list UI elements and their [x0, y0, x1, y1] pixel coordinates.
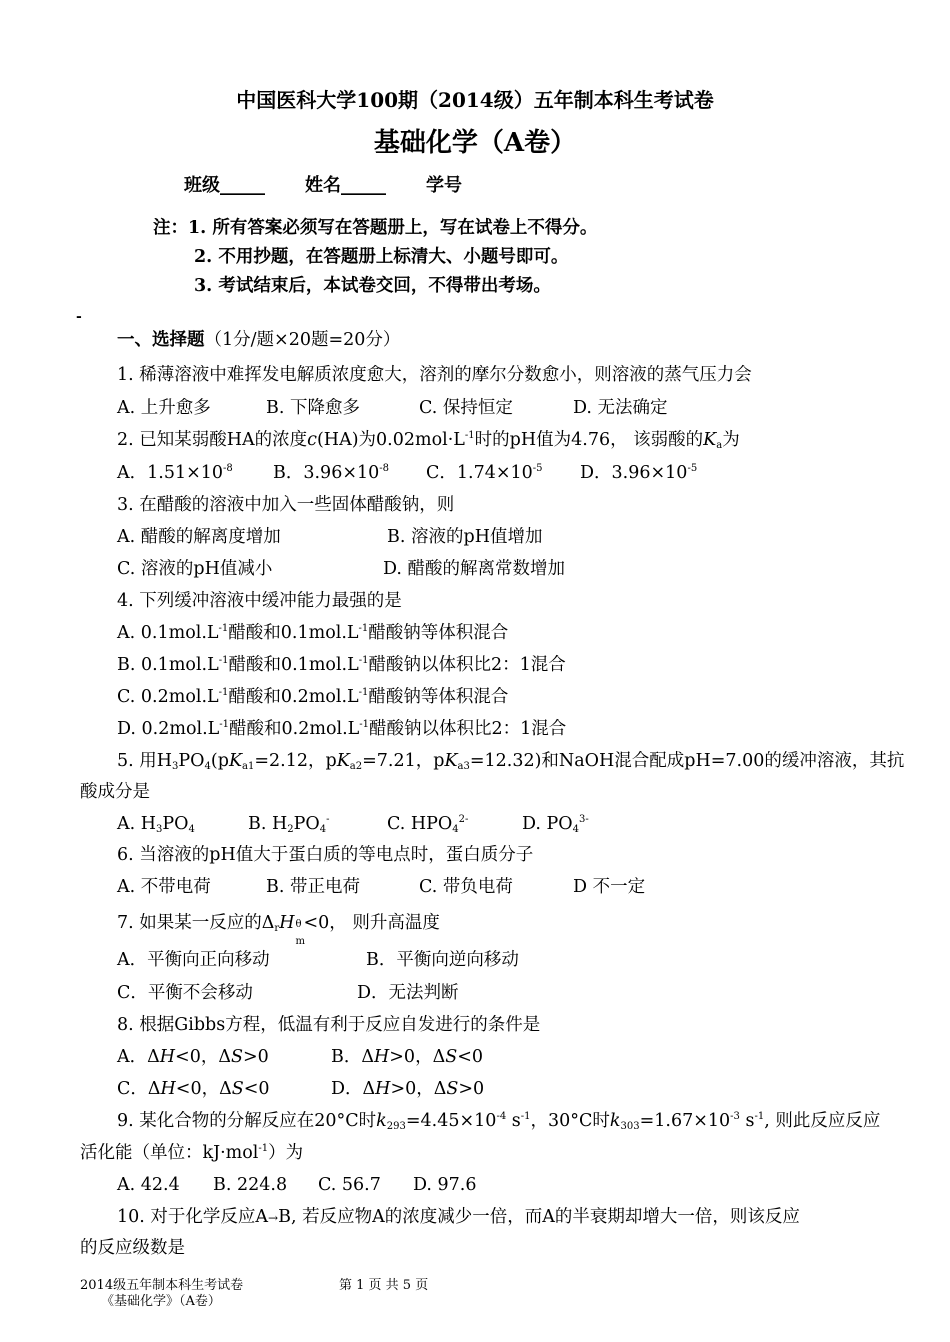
q4-d-part2: 醋酸和0.2mol.L	[229, 719, 360, 739]
question-5-stem-cont: 酸成分是	[80, 782, 150, 802]
section-heading	[117, 328, 400, 352]
section-title: 一、选择题	[117, 330, 205, 350]
q4-d-part3: 醋酸钠以体积比2：1混合	[369, 719, 567, 739]
exam-subtitle: 基础化学（A卷）	[373, 128, 577, 158]
q2-text-1: 2. 已知某弱酸HA的浓度	[117, 430, 308, 450]
q9-t2: =4.45×10	[405, 1111, 497, 1131]
question-2-stem	[117, 428, 740, 452]
q8-c-h: H	[160, 1079, 176, 1099]
q2-d-text: D．3.96×10	[580, 463, 688, 483]
q9-t1: 9. 某化合物的分解反应在20°C时	[117, 1111, 377, 1131]
q2-option-d	[580, 461, 697, 485]
q5-b-sub2: 4	[319, 824, 327, 835]
q9-k2: k	[609, 1111, 621, 1131]
q4-a-exp1: -1	[218, 623, 229, 634]
q5-k1: K	[228, 751, 243, 771]
q2-a-text: A．1.51×10	[117, 463, 224, 483]
q9-exp1: -4	[496, 1111, 507, 1122]
q5-t2: PO	[178, 751, 205, 771]
q5-option-d	[522, 812, 589, 836]
q9-k1: k	[376, 1111, 387, 1131]
q7-option-c: C．平衡不会移动	[117, 983, 253, 1003]
q3-option-d: D. 醋酸的解离常数增加	[383, 559, 566, 579]
q8-c-t1: C．Δ	[117, 1079, 161, 1099]
q2-b-exp: -8	[379, 463, 390, 474]
q10-t2: B, 若反应物A的浓度减少一倍，而A的半衰期却增大一倍，则该反应	[278, 1207, 800, 1227]
q2-text-4: 为	[722, 430, 740, 450]
q5-c-sup: 2-	[458, 814, 469, 825]
q2-option-a	[117, 461, 233, 485]
q2-option-b	[273, 461, 389, 485]
q9-option-b: B. 224.8	[213, 1175, 288, 1195]
q4-b-part2: 醋酸和0.1mol.L	[228, 655, 359, 675]
q7-option-a: A．平衡向正向移动	[117, 950, 270, 970]
q8-a-s: S	[230, 1047, 243, 1067]
q4-c-part1: C. 0.2mol.L	[117, 687, 219, 707]
q5-ka1: a1	[242, 761, 255, 772]
q8-option-d	[331, 1077, 484, 1101]
q8-a-t3: >0	[242, 1047, 269, 1067]
q9-t9: ）为	[268, 1143, 304, 1163]
question-9-stem	[117, 1109, 880, 1133]
q1-option-a: A. 上升愈多	[117, 398, 211, 418]
q1-option-c: C. 保持恒定	[419, 398, 513, 418]
q5-d-sup: 3-	[579, 814, 589, 825]
q8-d-t1: D．Δ	[331, 1079, 376, 1099]
question-9-stem-cont	[80, 1141, 303, 1165]
class-label: 班级_____	[184, 175, 265, 196]
q2-option-c	[426, 461, 543, 485]
q4-a-part1: A. 0.1mol.L	[117, 623, 219, 643]
q2-c-exp: -5	[532, 463, 543, 474]
question-1-stem: 1. 稀薄溶液中难挥发电解质浓度愈大，溶剂的摩尔分数愈小，则溶液的蒸气压力会	[117, 365, 752, 385]
footer-page-number: 第 1 页 共 5 页	[339, 1278, 429, 1293]
q7-h-symbol: H	[279, 913, 295, 933]
q4-b-part3: 醋酸钠以体积比2：1混合	[368, 655, 566, 675]
q5-a-sub1: 3	[156, 824, 163, 835]
q7-t2: <0， 则升高温度	[303, 913, 440, 933]
q6-option-d: D 不一定	[573, 877, 646, 897]
q3-option-a: A. 醋酸的解离度增加	[117, 527, 281, 547]
name-label: 姓名_____	[305, 175, 386, 196]
q5-t4: =2.12，p	[254, 751, 337, 771]
q8-c-t2: <0，Δ	[175, 1079, 232, 1099]
q4-option-c	[117, 685, 508, 709]
q8-c-s: S	[231, 1079, 244, 1099]
q9-t7: , 则此反应反应	[764, 1111, 881, 1131]
q9-k1-sub: 293	[386, 1121, 406, 1132]
q7-option-b: B．平衡向逆向移动	[366, 950, 519, 970]
question-10-stem	[117, 1205, 800, 1230]
q9-t8: 活化能（单位：kJ·mol	[80, 1143, 259, 1163]
q8-b-t3: <0	[457, 1047, 484, 1067]
question-7-stem: 7. 如果某一反应的$\Delta_rH$ θ m <0， 则升高温度	[117, 913, 440, 947]
q2-a-exp: -8	[223, 463, 233, 474]
q9-t5: =1.67×10	[639, 1111, 731, 1131]
q5-t1: 5. 用H	[117, 751, 173, 771]
q4-b-exp2: -1	[358, 655, 369, 666]
q3-option-c: C. 溶液的pH值减小	[117, 559, 273, 579]
q4-option-d	[117, 717, 566, 741]
q9-k2-sub: 303	[620, 1121, 640, 1132]
q9-exp3: -3	[730, 1111, 740, 1122]
q1-option-b: B. 下降愈多	[266, 398, 360, 418]
q5-c-sub: 4	[452, 824, 459, 835]
q3-option-b: B. 溶液的pH值增加	[387, 527, 543, 547]
q5-a-t1: A. H	[117, 814, 157, 834]
q4-c-exp2: -1	[358, 687, 369, 698]
q10-t1: 10. 对于化学反应A	[117, 1207, 269, 1227]
q8-a-h: H	[159, 1047, 176, 1067]
q8-b-t2: >0，Δ	[389, 1047, 446, 1067]
q5-ka3: a3	[457, 761, 470, 772]
question-8-stem: 8. 根据Gibbs方程，低温有利于反应自发进行的条件是	[117, 1015, 541, 1035]
q9-exp4: -1	[754, 1111, 765, 1122]
q9-t6: s	[739, 1111, 755, 1131]
q5-d-t1: D. PO	[522, 814, 573, 834]
q5-b-t2: PO	[293, 814, 320, 834]
dash-mark: -	[76, 309, 82, 325]
q9-option-a: A. 42.4	[117, 1175, 180, 1195]
q2-unit-exp: -1	[464, 430, 475, 441]
question-3-stem: 3. 在醋酸的溶液中加入一些固体醋酸钠，则	[117, 495, 455, 515]
q5-b-sub1: 2	[287, 824, 294, 835]
q8-d-s: S	[446, 1079, 459, 1099]
q5-b-sup: -	[326, 814, 330, 825]
q5-option-c	[387, 812, 468, 836]
q6-option-b: B. 带正电荷	[266, 877, 360, 897]
q4-c-part3: 醋酸钠等体积混合	[368, 687, 509, 707]
note-line-2: 2. 不用抄题，在答题册上标清大、小题号即可。	[194, 247, 569, 267]
question-10-stem-cont: 的反应级数是	[80, 1238, 185, 1258]
q2-c-text: C．1.74×10	[426, 463, 533, 483]
q4-b-part1: B. 0.1mol.L	[117, 655, 219, 675]
q8-b-t1: B．Δ	[331, 1047, 374, 1067]
q1-option-d: D. 无法确定	[573, 398, 668, 418]
exam-title: 中国医科大学100期（2014级）五年制本科生考试卷	[236, 88, 714, 112]
q5-option-b	[248, 812, 330, 836]
q8-b-h: H	[374, 1047, 390, 1067]
q5-d-sub: 4	[572, 824, 580, 835]
q5-option-a	[117, 812, 195, 836]
q5-t5: =7.21，p	[362, 751, 445, 771]
q8-option-b	[331, 1045, 483, 1069]
q4-d-part1: D. 0.2mol.L	[117, 719, 220, 739]
footer-exam-name: 2014级五年制本科生考试卷	[80, 1278, 244, 1293]
q7-t1: 7. 如果某一反应的	[117, 913, 262, 933]
q4-a-exp2: -1	[358, 623, 369, 634]
question-5-stem	[117, 749, 904, 773]
q2-d-exp: -5	[687, 463, 698, 474]
q5-t3: (p	[210, 751, 229, 771]
q7-delta: Δ	[261, 913, 275, 933]
q4-b-exp1: -1	[218, 655, 229, 666]
q4-c-part2: 醋酸和0.2mol.L	[228, 687, 359, 707]
q8-a-t2: <0，Δ	[175, 1047, 231, 1067]
student-id-label: 学号	[426, 175, 462, 196]
q4-d-exp1: -1	[219, 719, 230, 730]
q8-option-c	[117, 1077, 270, 1101]
footer-course-name: 《基础化学》（A卷）	[101, 1294, 221, 1309]
q4-c-exp1: -1	[218, 687, 229, 698]
q2-b-text: B．3.96×10	[273, 463, 380, 483]
q9-option-d: D. 97.6	[413, 1175, 477, 1195]
q8-d-h: H	[375, 1079, 391, 1099]
q7-r-sub: r	[274, 923, 280, 934]
q2-text-2: (HA)为0.02mol·L	[316, 430, 465, 450]
q5-t6: =12.32)和NaOH混合配成pH=7.00的缓冲溶液，其抗	[469, 751, 905, 771]
note-line-1: 注：1. 所有答案必须写在答题册上，写在试卷上不得分。	[153, 218, 598, 238]
q8-d-t3: >0	[458, 1079, 485, 1099]
question-4-stem: 4. 下列缓冲溶液中缓冲能力最强的是	[117, 591, 402, 611]
q4-a-part2: 醋酸和0.1mol.L	[228, 623, 359, 643]
q5-b-t1: B. H	[248, 814, 288, 834]
q2-k-sub: a	[716, 440, 723, 451]
q8-d-t2: >0，Δ	[390, 1079, 447, 1099]
q8-b-s: S	[445, 1047, 458, 1067]
question-6-stem: 6. 当溶液的pH值大于蛋白质的等电点时，蛋白质分子	[117, 845, 534, 865]
q2-text-3: 时的pH值为4.76， 该弱酸的	[474, 430, 704, 450]
q4-a-part3: 醋酸钠等体积混合	[368, 623, 509, 643]
q9-exp5: -1	[258, 1143, 269, 1154]
q2-c-symbol: c	[307, 430, 317, 450]
q5-a-t2: PO	[162, 814, 189, 834]
note-line-3: 3. 考试结束后，本试卷交回，不得带出考场。	[194, 276, 551, 296]
q9-t4: ，30°C时	[530, 1111, 610, 1131]
q5-sub1: 3	[172, 761, 179, 772]
q6-option-a: A. 不带电荷	[117, 877, 211, 897]
q5-ka2: a2	[349, 761, 363, 772]
q7-option-d: D．无法判断	[357, 983, 459, 1003]
q9-t3: s	[506, 1111, 521, 1131]
q5-k2: K	[336, 751, 350, 771]
q4-option-b	[117, 653, 566, 677]
q6-option-c: C. 带负电荷	[419, 877, 513, 897]
q5-k3: K	[444, 751, 458, 771]
q5-c-t1: C. HPO	[387, 814, 453, 834]
reaction-arrow-icon: →	[268, 1211, 279, 1225]
q4-d-exp2: -1	[359, 719, 370, 730]
q2-k-symbol: K	[703, 430, 717, 450]
q4-option-a	[117, 621, 508, 645]
q8-option-a	[117, 1045, 269, 1069]
q5-a-sub2: 4	[188, 824, 195, 835]
q8-c-t3: <0	[243, 1079, 270, 1099]
q9-option-c: C. 56.7	[318, 1175, 381, 1195]
q9-exp2: -1	[520, 1111, 531, 1122]
section-scoring: （1分/题×20题=20分）	[204, 330, 401, 350]
q8-a-t1: A．Δ	[117, 1047, 160, 1067]
q5-sub2: 4	[204, 761, 211, 772]
